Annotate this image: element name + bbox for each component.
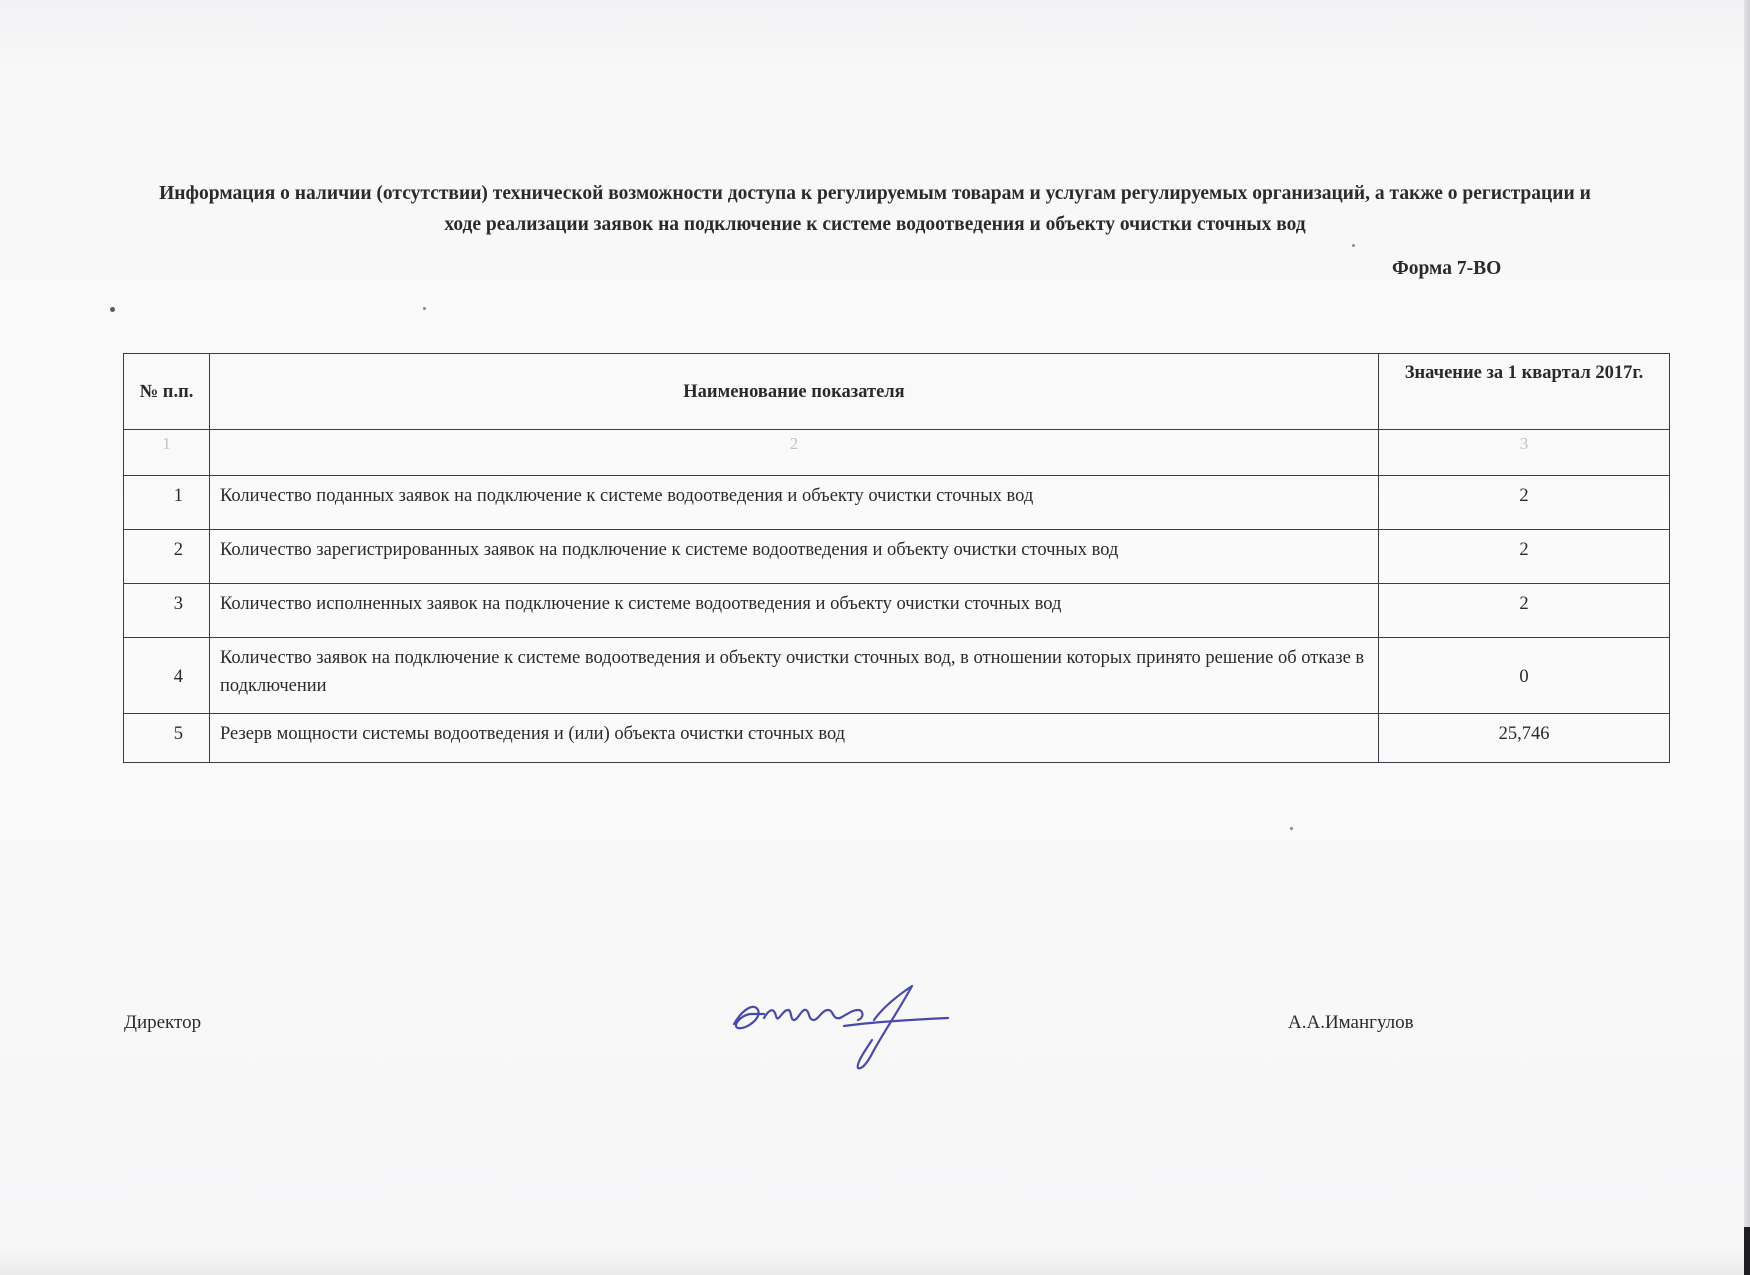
row-indicator: Количество зарегистрированных заявок на подключение к системе водоотведения и объекту очистки сточных вод: [210, 530, 1379, 584]
row-number: 2: [124, 530, 210, 584]
handwritten-signature: [724, 980, 964, 1076]
header-indicator: Наименование показателя: [210, 354, 1379, 430]
row-value: 2: [1379, 476, 1670, 530]
document-title: Информация о наличии (отсутствии) технической возможности доступа к регулируемым товарам и услугам регулируемых организаций, а также о регистрации и ходе реализации заявок на подключение к системе водоотведения и объекту очистки сточных вод: [159, 183, 1591, 235]
column-index-cell: 3: [1379, 430, 1670, 476]
column-index-cell: 2: [210, 430, 1379, 476]
row-value: 2: [1379, 584, 1670, 638]
row-indicator: Резерв мощности системы водоотведения и (или) объекта очистки сточных вод: [210, 714, 1379, 763]
column-index-row: [124, 430, 1670, 476]
scan-speck: [1352, 244, 1355, 247]
signatory-position: Директор: [124, 1012, 202, 1033]
form-label: Форма 7-ВО: [1392, 258, 1502, 279]
row-indicator: Количество исполненных заявок на подключение к системе водоотведения и объекту очистки сточных вод: [210, 584, 1379, 638]
row-value: 0: [1379, 638, 1670, 714]
page-edge-shadow: [1744, 0, 1750, 1275]
header-value: Значение за 1 квартал 2017г.: [1379, 354, 1670, 430]
table-row: [124, 530, 1670, 584]
scan-speck: [110, 307, 115, 312]
page-bottom-shadow: [0, 1251, 1750, 1275]
table-row: [124, 476, 1670, 530]
table-row: [124, 584, 1670, 638]
row-number: 4: [124, 638, 210, 714]
table-row: [124, 638, 1670, 714]
indicators-table: [123, 353, 1670, 763]
table-header-row: [124, 354, 1670, 430]
row-indicator: Количество заявок на подключение к системе водоотведения и объекту очистки сточных вод, в отношении которых принято решение об отказе в подключении: [210, 638, 1379, 714]
scan-speck: [1290, 827, 1293, 830]
scan-speck: [423, 307, 426, 310]
signatory-name: А.А.Имангулов: [1288, 1012, 1414, 1033]
row-indicator: Количество поданных заявок на подключение к системе водоотведения и объекту очистки сточных вод: [210, 476, 1379, 530]
header-number: № п.п.: [124, 354, 210, 430]
scan-corner-mark: [1744, 1227, 1750, 1275]
row-value: 25,746: [1379, 714, 1670, 763]
row-number: 5: [124, 714, 210, 763]
column-index-cell: 1: [124, 430, 210, 476]
row-value: 2: [1379, 530, 1670, 584]
table-row: [124, 714, 1670, 763]
row-number: 1: [124, 476, 210, 530]
row-number: 3: [124, 584, 210, 638]
